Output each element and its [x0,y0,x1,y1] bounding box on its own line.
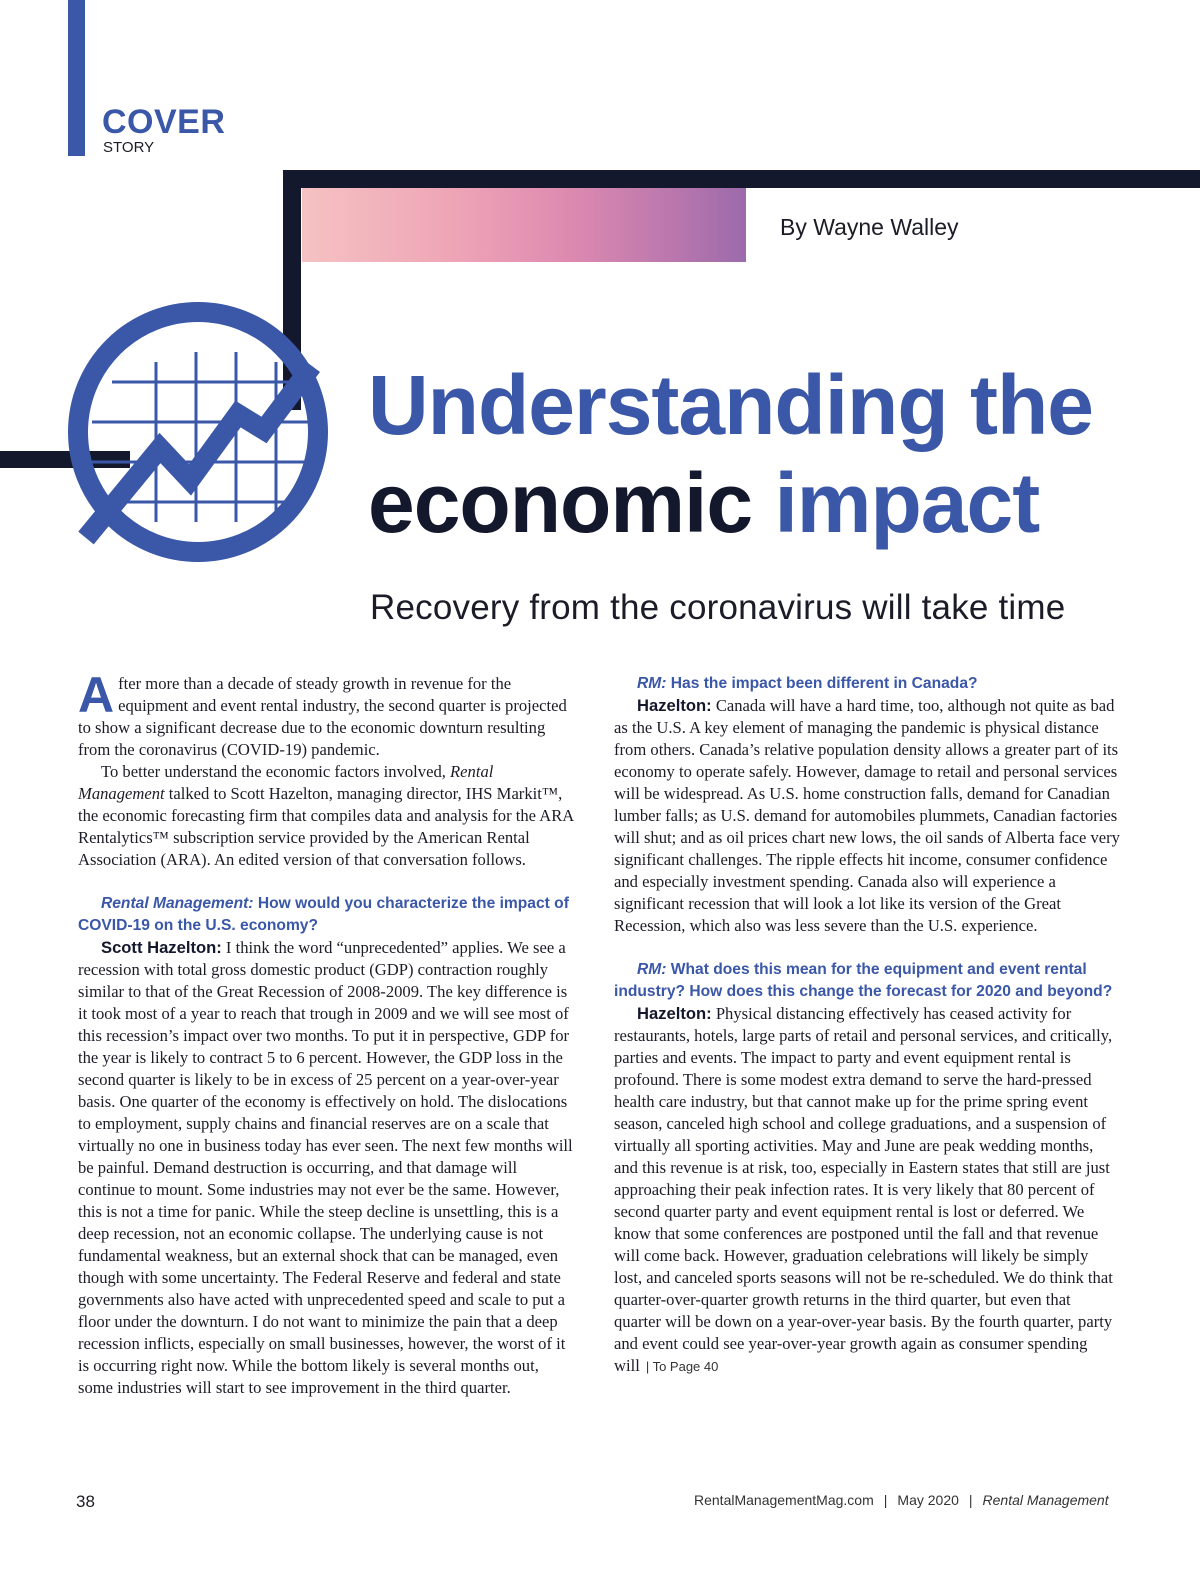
gradient-banner [302,188,746,262]
frame-top-line [283,170,1200,188]
intro-p2-magazine-name: Rental Management [78,762,494,803]
answer-2 [614,695,1120,937]
page-footer [694,1492,1109,1508]
headline [368,356,1168,552]
question-2-text: Has the impact been different in Canada? [666,675,978,692]
page-number: 38 [76,1492,95,1511]
answer-3-text: Physical distancing effectively has ceased activity for restaurants, hotels, large parts of retail and personal services, and critically, parties and events. The impact to party and event equipment rental is profound. There is some modest extra demand to serve the hard-pressed health care industry, but that cannot make up for the prime spring event season, canceled high school and college graduations, and a suspension of virtually all sporting activities. May and June are peak wedding months, and this revenue is at risk, too, especially in Eastern states that still are just approaching their peak infection rates. It is very likely that 80 percent of second quarter party and event equipment rental is lost or deferred. We know that some conferences are postponed until the fall and that revenue will come back. However, graduation celebrations will likely be simply lost, and canceled sports seasons will not be re-scheduled. We do think that quarter-over-quarter growth returns in the third quarter, but even that quarter will be down on a year-over-year basis. By the fourth quarter, party and event could see year-over-year growth again as consumer spending will [614,1004,1113,1375]
footer-site: RentalManagementMag.com [694,1492,874,1508]
intro-p2-text-a: To better understand the economic factors involved, [101,762,451,781]
growth-chart-circle-icon [42,298,338,562]
answer-1-text: I think the word “unprecedented” applies. We see a recession with total gross domestic product (GDP) contraction roughly similar to that of the Great Recession of 2008-2009. The key difference is it took most of a year to reach that trough in 2009 and we will see most of this recession’s impact over two months. To put it in perspective, GDP for the year is likely to contract 5 to 6 percent. However, the GDP loss in the second quarter is likely to be in excess of 25 percent on a year-over-year basis. One quarter of the economy is effectively on hold. The dislocations to employment, supply chains and financial reserves are on a scale that virtually no one in business today has ever seen. The next few months will be painful. Demand destruction is occurring, and that damage will continue to mount. Some industries may not ever be the same. However, this is not a time for panic. While the steep decline is unsettling, this is a deep recession, not an economic collapse. The underlying cause is not fundamental weakness, but an external shock that can be managed, even though with some uncertainty. The Federal Reserve and federal and state governments also have acted with unprecedented speed and scale to put a floor under the downturn. I do not want to minimize the pain that a deep recession inflicts, especially on small businesses, however, the worst of it is occurring right now. While the bottom likely is several months out, some industries will start to see improvement in the third quarter. [78,938,573,1397]
headline-line-2 [368,454,1168,552]
spacer [78,871,578,893]
left-column [78,667,578,1399]
intro-p2-text-b: talked to Scott Hazelton, managing director, IHS Markit™, the economic forecasting firm that compiles data and analysis for the ARA Rentalytics™ subscription service provided by the American Rental Association (ARA). An edited version of that conversation follows. [78,784,574,869]
answer-2-text: Canada will have a hard time, too, although not quite as bad as the U.S. A key element of managing the pandemic is physical distance from others. Canada’s relative population density allows a greater part of its economy to operate safely. However, damage to retail and personal services will be widespread. As U.S. home construction falls, demand for Canadian lumber falls; as U.S. demand for automobiles plummets, Canadian factories will shut; and as oil prices chart new lows, the oil sands of Alberta face very significant challenges. The ripple effects hit income, consumer confidence and especially investment spending. Canada also will experience a significant recession that will look a lot like its version of the Great Recession, which also was less severe than the U.S. experience. [614,696,1120,935]
headline-word-blue: impact [774,456,1040,550]
spacer [614,937,1120,959]
deck-subtitle: Recovery from the coronavirus will take time [370,588,1066,627]
question-1-text: How would you characterize the impact of COVID-19 on the U.S. economy? [78,895,569,934]
footer-separator: | [968,1492,973,1508]
footer-issue: May 2020 [897,1492,959,1508]
question-3-speaker: RM: [637,961,667,978]
drop-cap: A [78,667,115,723]
question-3-text: What does this mean for the equipment and event rental industry? How does this change the forecast for 2020 and beyond? [614,961,1113,1000]
question-2-speaker: RM: [637,675,667,692]
question-3 [614,959,1120,1003]
byline: By Wayne Walley [780,214,959,240]
question-2 [614,673,1120,695]
footer-separator: | [883,1492,888,1508]
answer-3 [614,1003,1120,1378]
intro-paragraph-1 [78,667,578,761]
intro-paragraph-2 [78,761,578,871]
answer-1-speaker: Scott Hazelton: [101,938,222,957]
section-tag-bar [68,0,85,156]
answer-2-speaker: Hazelton: [637,696,712,715]
question-1 [78,893,578,937]
section-tag-subtitle: STORY [103,139,155,156]
section-tag-title: COVER [102,103,226,141]
answer-1 [78,937,578,1399]
headline-word-dark: economic [368,456,753,550]
right-column [614,673,1120,1378]
answer-3-speaker: Hazelton: [637,1004,712,1023]
headline-line-1: Understanding the [368,358,1094,452]
question-1-speaker: Rental Management: [101,895,254,912]
footer-magazine: Rental Management [982,1492,1109,1508]
intro-paragraph-1-text: fter more than a decade of steady growth in revenue for the equipment and event rental industry, the second quarter is projected to show a significant decrease due to the economic downturn resulting from the coronavirus (COVID-19) pandemic. [78,674,567,759]
continued-to-page-link[interactable]: | To Page 40 [645,1359,719,1374]
